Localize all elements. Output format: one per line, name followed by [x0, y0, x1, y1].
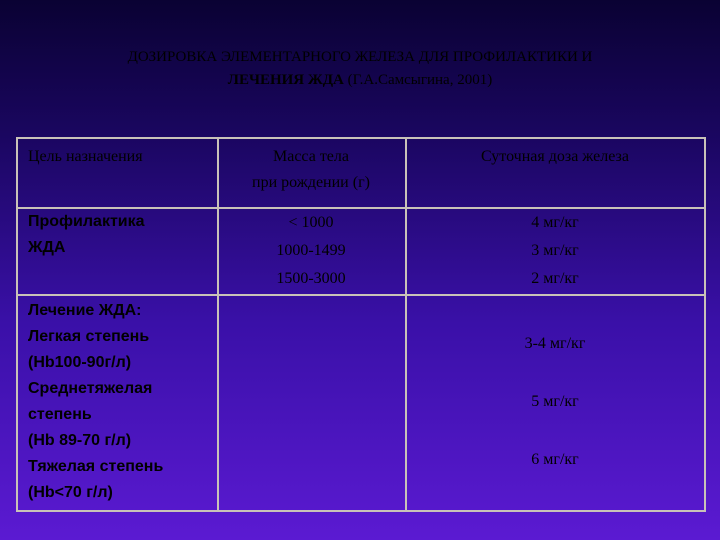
treatment-dose-moderate: 5 мг/кг: [531, 393, 579, 410]
treatment-label: Лечение ЖДА:: [28, 302, 142, 319]
title-citation: (Г.А.Самсыгина, 2001): [343, 72, 493, 88]
header-purpose: Цель назначения: [28, 148, 143, 165]
title-line-1: ДОЗИРОВКА ЭЛЕМЕНТАРНОГО ЖЕЛЕЗА ДЛЯ ПРОФИЛАКТИКИ И: [127, 49, 593, 65]
treatment-moderate-line-2: степень: [28, 406, 92, 423]
row-treatment-label: [28, 298, 218, 506]
treatment-severe-line-2: (Hb<70 г/л): [28, 484, 113, 501]
header-birth-weight: [221, 144, 401, 196]
treatment-dose-severe: 6 мг/кг: [531, 451, 579, 468]
header-daily-dose: Суточная доза железа: [481, 148, 629, 165]
title-bold-part: ЛЕЧЕНИЯ ЖДА: [227, 72, 344, 88]
row-prophylaxis-weights: [221, 209, 401, 293]
row-prophylaxis-label: [28, 209, 218, 261]
header-birth-weight-line-2: при рождении (г): [252, 174, 370, 191]
weight-range: < 1000: [288, 214, 334, 231]
slide-title: [30, 46, 690, 92]
weight-range: 1000-1499: [276, 242, 346, 259]
table-divider-horizontal-2: [18, 294, 704, 296]
prophylaxis-label-line-1: Профилактика: [28, 213, 145, 230]
prophylaxis-label-line-2: ЖДА: [28, 239, 66, 256]
treatment-mild-line-1: Легкая степень: [28, 328, 150, 345]
dose-value: 2 мг/кг: [531, 270, 579, 287]
header-birth-weight-line-1: Масса тела: [272, 148, 349, 165]
dose-value: 3 мг/кг: [531, 242, 579, 259]
weight-range: 1500-3000: [276, 270, 346, 287]
treatment-dose-mild: 3-4 мг/кг: [524, 335, 586, 352]
row-prophylaxis-doses: [406, 209, 704, 293]
dose-value: 4 мг/кг: [531, 214, 579, 231]
title-line-2: [30, 69, 690, 92]
treatment-moderate-line-1: Среднетяжелая: [28, 380, 153, 397]
treatment-moderate-line-3: (Hb 89-70 г/л): [28, 432, 132, 449]
dosage-table: [16, 137, 706, 512]
treatment-mild-line-2: (Hb100-90г/л): [28, 354, 132, 371]
treatment-severe-line-1: Тяжелая степень: [28, 458, 164, 475]
